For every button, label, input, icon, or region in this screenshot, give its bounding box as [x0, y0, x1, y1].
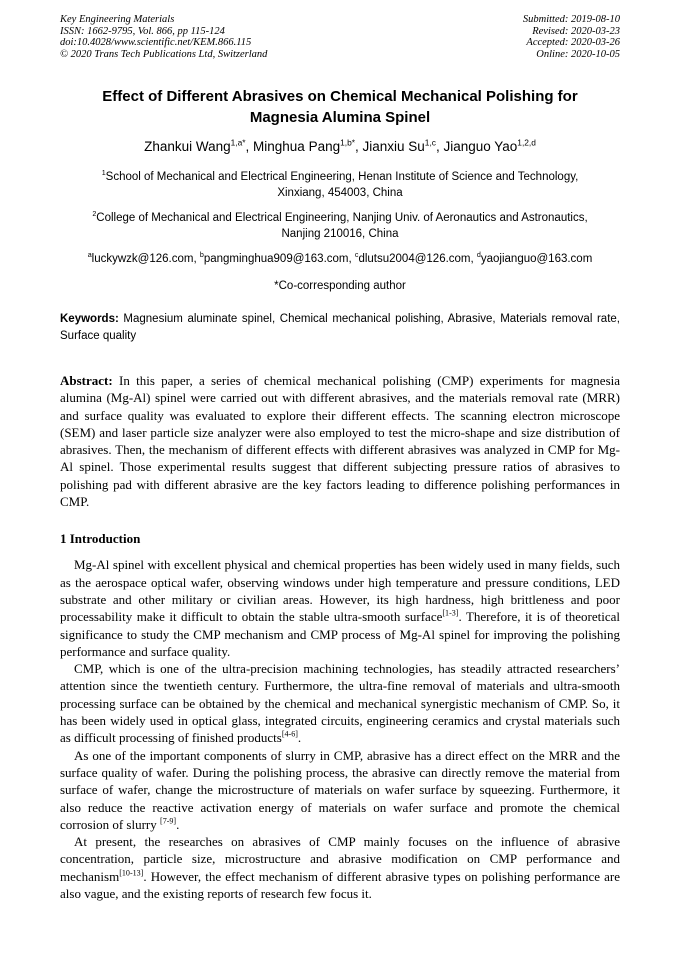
abstract-text: In this paper, a series of chemical mechanical polishing (CMP) experiments for magnesia alumina (Mg-Al) spinel were carried out with different abrasives, and the materials removal rate (MRR) and surface quality was evaluated to explore their different effects. The scanning electron microscope (SEM) and laser particle size analyzer were also employed to test the micro-shape and size distribution of abrasives. Then, the mechanism of different effects with different abrasives was analyzed in CMP for Mg-Al spinel. Those experimental results suggest that different subjecting pressure ratios of abrasives to polishing pad with different abrasive are the key factors leading to difference polishing performances in CMP.: [60, 373, 621, 510]
email-address: dlutsu2004@126.com: [358, 253, 471, 265]
section-heading-introduction: 1 Introduction: [60, 531, 141, 547]
paragraph-text: Mg-Al spinel with excellent physical and chemical properties has been widely used in many fields, such as the aerospace optical wafer, observing windows under high temperature and pressure conditions, LED substrate and other military or civilian areas. However, its high hardness, high brittleness and poor processability make it difficult to obtain the stable ultra-smooth surface: [60, 557, 620, 625]
intro-paragraph-2: [60, 660, 620, 746]
citation-ref: [4-6]: [281, 730, 298, 740]
intro-paragraph-3: [60, 747, 620, 833]
email-item: [200, 253, 355, 265]
author-list: [60, 139, 620, 154]
affiliation-line: Xinxiang, 454003, China: [277, 187, 403, 199]
journal-header: [60, 14, 620, 60]
email-superscript: d: [476, 251, 481, 260]
email-separator: ,: [348, 253, 355, 265]
email-separator: ,: [193, 253, 200, 265]
issn-volume-line: ISSN: 1662-9795, Vol. 866, pp 115-124: [60, 25, 225, 37]
author-separator: ,: [435, 139, 444, 154]
author-emails: [60, 251, 620, 267]
author-superscript: 1,c: [424, 137, 436, 148]
affiliation-2: [60, 210, 620, 242]
affiliation-line: College of Mechanical and Electrical Engineering, Nanjing Univ. of Aeronautics and Astronautics,: [96, 212, 588, 224]
affiliation-line: School of Mechanical and Electrical Engineering, Henan Institute of Science and Technology,: [105, 171, 579, 183]
copyright-line: © 2020 Trans Tech Publications Ltd, Switzerland: [60, 48, 268, 60]
abstract-label: Abstract:: [60, 373, 113, 388]
paragraph-text: . Therefore, it is of theoretical significance to study the CMP mechanism and CMP process of Mg-Al spinel for improving the polishing performance and surface quality.: [60, 609, 620, 659]
paragraph-text: As one of the important components of slurry in CMP, abrasive has a direct effect on the MRR and the surface quality of wafer. During the polishing process, the abrasive can directly remove the material from surface of wafer, change the microstructure of materials on wafer surface by squeezing. Furthermore, it also reduce the reactive activation energy of materials on wafer surface and promote the chemical corrosion of slurry: [60, 747, 620, 832]
email-address: pangminghua909@163.com: [203, 253, 349, 265]
email-separator: ,: [470, 253, 477, 265]
author-name: Zhankui Wang: [144, 139, 231, 154]
author-superscript: 1,2,d: [517, 137, 536, 148]
intro-paragraph-4: [60, 833, 620, 902]
accepted-date: Accepted: 2020-03-26: [526, 37, 620, 48]
affiliation-superscript: 2: [92, 210, 97, 219]
author-separator: ,: [245, 139, 254, 154]
citation-ref: [1-3]: [442, 608, 459, 618]
author: [253, 139, 362, 154]
journal-name: Key Engineering Materials: [60, 14, 175, 25]
email-address: luckywzk@126.com: [91, 253, 194, 265]
doi-line: doi:10.4028/www.scientific.net/KEM.866.115: [60, 37, 252, 48]
keywords-section: [60, 311, 620, 344]
submission-dates: [523, 14, 620, 60]
author-name: Minghua Pang: [253, 139, 341, 154]
intro-paragraph-1: [60, 556, 620, 660]
email-superscript: b: [199, 251, 204, 260]
author-superscript: 1,b*: [340, 137, 355, 148]
paper-title: Effect of Different Abrasives on Chemical Mechanical Polishing for Magnesia Alumina Spinel: [102, 88, 578, 126]
author-name: Jianxiu Su: [362, 139, 425, 154]
paragraph-text: CMP, which is one of the ultra-precision machining technologies, has steadily attracted researchers’ attention since the twentieth century. Furthermore, the ultra-fine removal of materials and ultra-smooth processing surface can be obtained by the chemical and mechanical synergistic mechanism of CMP. So, it has been widely used in optical glass, integrated circuits, engineering ceramics and crystal materials such as difficult processing of finished products: [60, 661, 620, 746]
email-item: [355, 253, 477, 265]
email-item: [88, 253, 200, 265]
citation-ref: [7-9]: [160, 816, 177, 826]
author-superscript: 1,a*: [230, 137, 246, 148]
affiliation-superscript: 1: [101, 169, 106, 178]
online-date: Online: 2020-10-05: [536, 48, 620, 60]
keywords-text: Magnesium aluminate spinel, Chemical mechanical polishing, Abrasive, Materials removal rate, Surface quality: [60, 313, 620, 342]
keywords-label: Keywords:: [60, 313, 119, 325]
abstract-section: [60, 372, 620, 510]
email-item: [477, 253, 592, 265]
email-superscript: c: [354, 251, 359, 260]
email-superscript: a: [87, 251, 92, 260]
author-separator: ,: [354, 139, 363, 154]
journal-info: [60, 14, 267, 60]
email-address: yaojianguo@163.com: [480, 253, 593, 265]
paragraph-text: .: [176, 816, 180, 832]
citation-ref: [10-13]: [119, 868, 144, 878]
author: [144, 139, 253, 154]
corresponding-author-note: *Co-corresponding author: [274, 280, 406, 292]
author: [443, 139, 535, 154]
submitted-date: Submitted: 2019-08-10: [522, 14, 620, 25]
affiliation-line: Nanjing 210016, China: [281, 228, 399, 240]
paragraph-text: .: [297, 730, 302, 746]
paragraph-text: . However, the effect mechanism of different abrasive types on polishing performance are also vague, and the existing reports of research few focus it.: [60, 868, 620, 902]
author: [363, 139, 444, 154]
author-name: Jianguo Yao: [443, 139, 518, 154]
revised-date: Revised: 2020-03-23: [532, 25, 620, 37]
affiliation-1: [60, 169, 620, 201]
paragraph-text: At present, the researches on abrasives of CMP mainly focuses on the influence of abrasive concentration, particle size, microstructure and abrasive modification on CMP performance and mechanism: [60, 834, 620, 884]
